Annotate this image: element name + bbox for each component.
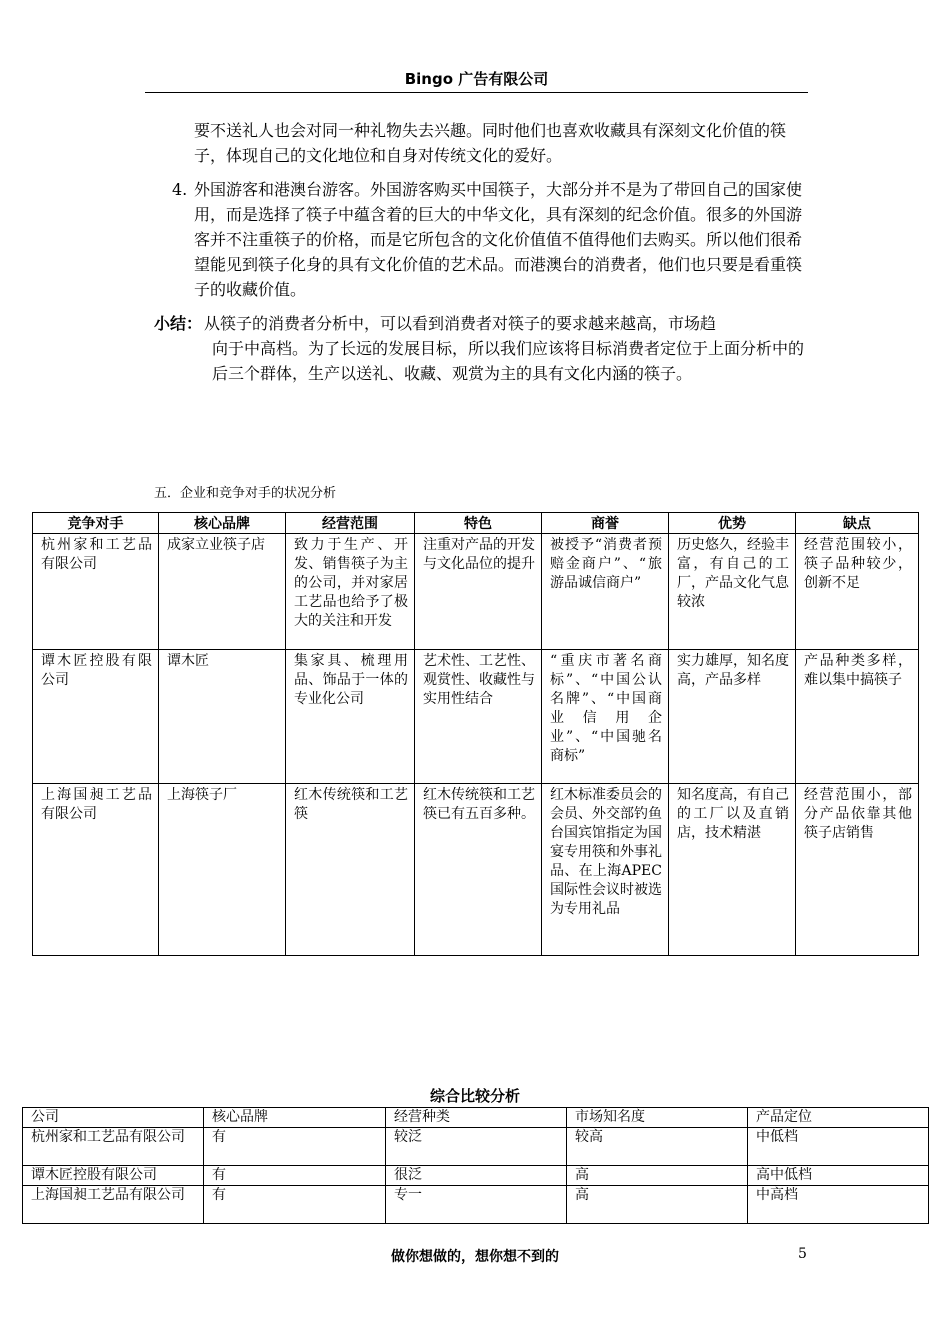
table-cell: 产品种类多样，难以集中搞筷子 [796, 650, 919, 784]
table-cell: 有 [204, 1186, 386, 1224]
list-item-4 [172, 177, 812, 302]
summary-rest: 向于中高档。为了长远的发展目标，所以我们应该将目标消费者定位于上面分析中的后三个群体，生产以送礼、收藏、观赏为主的具有文化内涵的筷子。 [212, 339, 805, 383]
table-cell: 中低档 [748, 1128, 929, 1166]
table-cell: 致力于生产、开发、销售筷子为主的公司，并对家居工艺品也给予了极大的关注和开发 [286, 534, 415, 650]
table-cell: 注重对产品的开发与文化品位的提升 [415, 534, 542, 650]
table-cell: 谭木匠控股有限公司 [33, 650, 159, 784]
col-header-brand: 核心品牌 [204, 1108, 386, 1128]
list-item-text: 外国游客和港澳台游客。外国游客购买中国筷子，大部分并不是为了带回自己的国家使用，而是选择了筷子中蕴含着的巨大的中华文化，具有深刻的纪念价值。很多的外国游客并不注重筷子的价格，而是它所包含的文化价值值不值得他们去购买。所以他们很希望能见到筷子化身的具有文化价值的艺术品。而港澳台的消费者，他们也只要是看重筷子的收藏价值。 [194, 180, 803, 299]
table-row [33, 534, 919, 650]
table-cell: 较泛 [386, 1128, 567, 1166]
col-header-brand: 核心品牌 [159, 513, 286, 534]
table-cell: 有 [204, 1128, 386, 1166]
col-header-category: 经营种类 [386, 1108, 567, 1128]
table-cell: 知名度高，有自己的工厂以及直销店，技术精湛 [669, 784, 796, 956]
table-cell: 艺术性、工艺性、观赏性、收藏性与实用性结合 [415, 650, 542, 784]
page-number: 5 [798, 1246, 807, 1262]
table-header-row [23, 1108, 929, 1128]
col-header-awareness: 市场知名度 [567, 1108, 748, 1128]
col-header-reputation: 商誉 [542, 513, 669, 534]
competitor-table [32, 512, 919, 956]
table-cell: 高中低档 [748, 1166, 929, 1186]
table-cell: 较高 [567, 1128, 748, 1166]
table-cell: 上海筷子厂 [159, 784, 286, 956]
table-cell: 被授予“消费者预赔金商户”、“旅游品诚信商户” [542, 534, 669, 650]
comparison-title: 综合比较分析 [429, 1087, 520, 1105]
summary-label: 小结： [154, 314, 203, 333]
col-header-advantage: 优势 [669, 513, 796, 534]
table-cell: 杭州家和工艺品有限公司 [33, 534, 159, 650]
table-cell: 谭木匠控股有限公司 [23, 1166, 204, 1186]
table-cell: “重庆市著名商标”、“中国公认名牌”、“中国商业信用企业”、“中国驰名商标” [542, 650, 669, 784]
table-cell: 专一 [386, 1186, 567, 1224]
col-header-feature: 特色 [415, 513, 542, 534]
table-cell: 高 [567, 1166, 748, 1186]
section-title: 五．企业和竞争对手的状况分析 [154, 486, 337, 501]
summary-first-line: 从筷子的消费者分析中，可以看到消费者对筷子的要求越来越高，市场趋 [204, 314, 717, 333]
table-row [33, 784, 919, 956]
table-row [23, 1128, 929, 1166]
table-cell: 集家具、梳理用品、饰品于一体的专业化公司 [286, 650, 415, 784]
col-header-scope: 经营范围 [286, 513, 415, 534]
table-cell: 经营范围小，部分产品依靠其他筷子店销售 [796, 784, 919, 956]
table-cell: 上海国昶工艺品有限公司 [33, 784, 159, 956]
page-header: Bingo 广告有限公司 [404, 70, 549, 88]
table-cell: 上海国昶工艺品有限公司 [23, 1186, 204, 1224]
comparison-table [22, 1107, 929, 1224]
table-cell: 历史悠久，经验丰富，有自己的工厂，产品文化气息较浓 [669, 534, 796, 650]
table-cell: 谭木匠 [159, 650, 286, 784]
col-header-positioning: 产品定位 [748, 1108, 929, 1128]
table-cell: 杭州家和工艺品有限公司 [23, 1128, 204, 1166]
table-cell: 有 [204, 1166, 386, 1186]
table-cell: 中高档 [748, 1186, 929, 1224]
col-header-company: 公司 [23, 1108, 204, 1128]
col-header-competitor: 竞争对手 [33, 513, 159, 534]
table-cell: 实力雄厚，知名度高，产品多样 [669, 650, 796, 784]
table-row [23, 1166, 929, 1186]
col-header-weakness: 缺点 [796, 513, 919, 534]
header-divider [145, 92, 808, 93]
summary-paragraph [154, 311, 814, 386]
table-row [33, 650, 919, 784]
table-row [23, 1186, 929, 1224]
table-cell: 经营范围较小，筷子品种较少，创新不足 [796, 534, 919, 650]
table-cell: 红木传统筷和工艺筷已有五百多种。 [415, 784, 542, 956]
table-cell: 红木传统筷和工艺筷 [286, 784, 415, 956]
list-item-number: 4. [172, 180, 188, 199]
paragraph-continuation: 要不送礼人也会对同一种礼物失去兴趣。同时他们也喜欢收藏具有深刻文化价值的筷子，体现自己的文化地位和自身对传统文化的爱好。 [194, 121, 787, 165]
table-cell: 红木标准委员会的会员、外交部钓鱼台国宾馆指定为国宴专用筷和外事礼品、在上海APEC国际性会议时被选为专用礼品 [542, 784, 669, 956]
table-cell: 高 [567, 1186, 748, 1224]
table-cell: 成家立业筷子店 [159, 534, 286, 650]
table-cell: 很泛 [386, 1166, 567, 1186]
footer-slogan: 做你想做的，想你想不到的 [391, 1249, 559, 1265]
table-header-row [33, 513, 919, 534]
